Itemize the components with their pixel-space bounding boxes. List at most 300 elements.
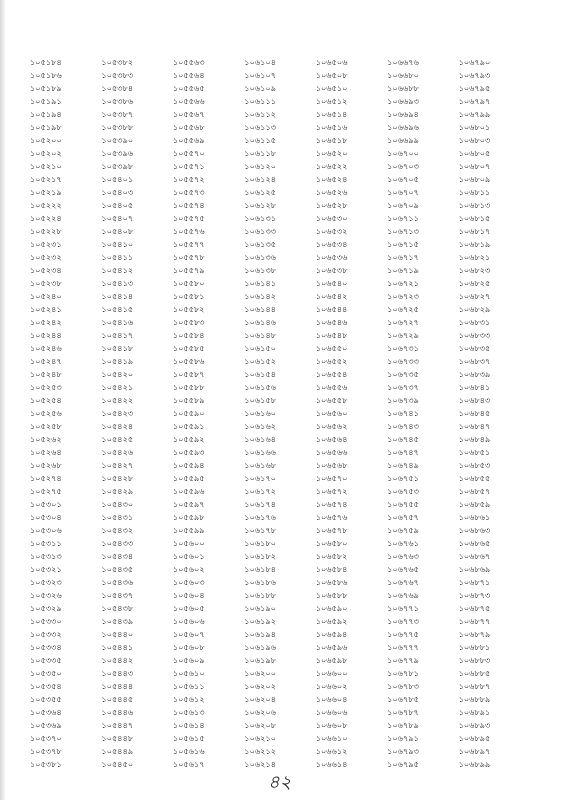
number-cell: ১০৬১০৪ [244,58,277,67]
number-cell: ১০৫৪২৫ [101,435,134,444]
number-cell: ১০৬১১১ [244,97,277,106]
number-cell: ১০৬৮২৯ [458,305,491,314]
number-cell: ১০৫৩৫৪ [30,682,62,691]
number-cell: ১০৬৭১৫ [387,240,419,249]
number-cell: ১০৫৬১৭ [172,760,205,769]
number-cell: ১০৬৮৮৭ [458,682,491,691]
number-cell: ১০৬৫৩২ [315,227,348,236]
number-cell: ১০৬২০২ [244,682,277,691]
number-cell: ১০৫২৪৮ [30,370,62,379]
number-cell: ১০৬১৬২ [244,422,277,431]
number-cell: ১০৫৬০৩ [172,578,205,587]
number-cell: ১০৬৫৮০ [315,539,348,548]
number-cell: ১০৬৭৩৫ [387,370,419,379]
number-cell: ১০৬৫২০ [315,149,348,158]
number-cell: ১০৫৫৭৮ [172,253,205,262]
number-cell: ১০৫১৮৬ [30,71,62,80]
number-cell: ১০৫৪১১ [101,253,134,262]
number-cell: ১০৬১৯৬ [244,643,277,652]
number-cell: ১০৫৪২৬ [101,448,134,457]
number-cell: ১০৫৩৮১ [30,760,62,769]
number-cell: ১০৬৫৪৪ [315,305,348,314]
page-number: ৪২ [268,772,292,793]
number-cell: ১০৬৬১৪ [315,760,348,769]
number-cell: ১০৬১০৭ [244,71,277,80]
number-cell: ১০৫২০০ [30,136,62,145]
number-cell: ১০৬৫৫৬ [315,383,348,392]
number-cell: ১০৬৮৯১ [458,708,491,717]
number-cell: ১০৬৭৬৭ [387,578,419,587]
number-cell: ১০৬৫৮৮ [315,591,348,600]
number-cell: ১০৫৫৭৬ [172,227,205,236]
number-cell: ১০৫৬০৪ [172,591,205,600]
number-cell: ১০৫৪১৩ [101,279,134,288]
number-cell: ১০৫৬০৬ [172,617,205,626]
number-cell: ১০৬৬৭৬ [387,58,419,67]
number-cell: ১০৫৩৭০ [30,734,62,743]
number-cell: ১০৫৩৮২ [101,58,134,67]
number-cell: ১০৫৪৪৮ [101,734,134,743]
number-cell: ১০৫৫৮৬ [172,357,205,366]
number-cell: ১০৫৪০৭ [101,214,134,223]
number-cell: ১০৫৪৩১ [101,513,134,522]
number-cell: ১০৬৮৭৯ [458,630,491,639]
number-cell: ১০৬১৬৬ [244,448,277,457]
number-cell: ১০৬৮৮১ [458,643,491,652]
number-cell: ১০৬৮১৭ [458,227,491,236]
number-cell: ১০৫২৫৮ [30,422,62,431]
number-cell: ১০৫৬০৭ [172,630,205,639]
number-cell: ১০৬৮৪৫ [458,409,491,418]
number-cell: ১০৬৮৪১ [458,383,491,392]
number-cell: ১০৫৪৩৫ [101,565,134,574]
number-cell: ১০৬৭০৩ [387,162,419,171]
number-cell: ১০৬১৪৮ [244,331,277,340]
number-cell: ১০৫৩৩৫ [30,656,62,665]
number-cell: ১০৬৮৯৭ [458,747,491,756]
number-cell: ১০৬৫০৬ [315,58,348,67]
number-cell: ১০৫৬১১ [172,682,205,691]
number-cell: ১০৬১৩৩ [244,227,277,236]
number-cell: ১০৫৩৩০ [30,617,62,626]
number-cell: ১০৬১৭৪ [244,500,277,509]
number-cell: ১০৬৬০৮ [315,721,348,730]
number-cell: ১০৬৮৮৯ [458,695,491,704]
number-cell: ১০৫৪৩২ [101,526,134,535]
number-cell: ১০৬৮০৫ [458,149,491,158]
number-cell: ১০৫৩০১ [30,500,62,509]
number-cell: ১০৬১১৩ [244,123,277,132]
number-cell: ১০৫৪২১ [101,383,134,392]
number-cell: ১০৬৮৩৩ [458,331,491,340]
number-cell: ১০৫২৩৮ [30,279,62,288]
number-cell: ১০৫৫৮৮ [172,383,205,392]
number-cell: ১০৬৮৬৩ [458,526,491,535]
number-cell: ১০৬৭৪৫ [387,435,419,444]
number-cell: ১০৬৮৮৩ [458,656,491,665]
number-cell: ১০৬৭৭৩ [387,617,419,626]
number-cell: ১০৬৭২৭ [387,318,419,327]
number-cell: ১০৬৮৭১ [458,578,491,587]
number-cell: ১০৫৪১০ [101,240,134,249]
number-cell: ১০৬৮২৭ [458,292,491,301]
number-cell: ১০৬৮১৩ [458,201,491,210]
number-cell: ১০৫৪০৫ [101,201,134,210]
number-cell: ১০৫৪২৪ [101,422,134,431]
number-cell: ১০৫৪৩৩ [101,539,134,548]
number-cell: ১০৬৮১১ [458,188,491,197]
number-cell: ১০৫৪৪০ [101,630,134,639]
number-cell: ১০৫৫৭৯ [172,266,205,275]
number-cell: ১০৬৭৮৭ [387,708,419,717]
number-cell: ১০৫৫৬৩ [172,58,205,67]
number-cell: ১০৬৭৫৭ [387,513,419,522]
number-cell: ১০৫৫৬৯ [172,136,205,145]
number-cell: ১০৫২২২ [30,201,62,210]
number-cell: ১০৬৮৫৩ [458,461,491,470]
number-cell: ১০৬৫৪৬ [315,318,348,327]
number-cell: ১০৬৮০৭ [458,162,491,171]
number-cell: ১০৬৫৯৬ [315,643,348,652]
number-cell: ১০৫৪১৪ [101,292,134,301]
number-cell: ১০৬১৫৬ [244,383,277,392]
number-cell: ১০৫৬১২ [172,695,205,704]
number-cell: ১০৬৭৯৫ [387,760,419,769]
number-cell: ১০৬২০৪ [244,695,277,704]
number-cell: ১০৫২৭৪ [30,474,62,483]
number-cell: ১০৬৫২২ [315,162,348,171]
number-cell: ১০৬১২০ [244,162,277,171]
number-cell: ১০৫৫৯৩ [172,448,205,457]
number-cell: ১০৬৭৯১ [387,734,419,743]
number-cell: ১০৬৮৭৫ [458,604,491,613]
number-cell: ১০৬৬১২ [315,747,348,756]
number-cell: ১০৬২১৪ [244,760,277,769]
number-cell: ১০৬৫৪০ [315,279,348,288]
number-cell: ১০৬১৪৬ [244,318,277,327]
number-cell: ১০৬১৫৪ [244,370,277,379]
number-cell: ১০৬৫৬২ [315,422,348,431]
number-cell: ১০৫৫৮৩ [172,318,205,327]
number-cell: ১০৬৫৭২ [315,487,348,496]
number-cell: ১০৬৫৮২ [315,552,348,561]
number-cell: ১০৫৩৫০ [30,669,62,678]
number-cell: ১০৫৪৩৭ [101,591,134,600]
number-cell: ১০৫৪০৮ [101,227,134,236]
number-cell: ১০৬৭৪৯ [387,461,419,470]
number-cell: ১০৫৩৯৬ [101,149,134,158]
number-cell: ১০৬৭৯৭ [458,97,491,106]
number-cell: ১০৬৫৫২ [315,357,348,366]
number-cell: ১০৬১৮০ [244,539,277,548]
number-cell: ১০৬৭৩৭ [387,383,419,392]
number-cell: ১০৬৭৯৫ [458,84,491,93]
number-cell: ১০৬৫২৬ [315,188,348,197]
number-cell: ১০৬৭৯৯ [458,110,491,119]
number-cell: ১০৬৫৬৮ [315,461,348,470]
number-cell: ১০৬৮৫১ [458,448,491,457]
number-cell: ১০৫৪২০ [101,370,134,379]
number-cell: ১০৬৫১৪ [315,110,348,119]
number-cell: ১০৫১৯৮ [30,123,62,132]
number-cell: ১০৫৩৮৪ [101,84,134,93]
number-cell: ১০৫৫৮৭ [172,370,205,379]
number-cell: ১০৬১৬৮ [244,461,277,470]
number-cell: ১০৬১২৮ [244,201,277,210]
number-cell: ১০৬৫৩৮ [315,266,348,275]
number-cell: ১০৫৩০৬ [30,526,62,535]
number-cell: ১০৬৫০৮ [315,71,348,80]
number-cell: ১০৬৭৬১ [387,539,419,548]
number-cell: ১০৬১৮৬ [244,578,277,587]
number-cell: ১০৬৫৯৮ [315,656,348,665]
number-cell: ১০৫৩৯০ [101,136,134,145]
number-cell: ১০৫৫৭৪ [172,201,205,210]
number-cell: ১০৬৭৭৭ [387,643,419,652]
number-cell: ১০৬৫৫৮ [315,396,348,405]
number-cell: ১০৬৭৮৫ [387,695,419,704]
scan-edge-shadow [0,0,6,800]
number-cell: ১০৫৫৮৯ [172,396,205,405]
number-cell: ১০৬৭০৯ [387,201,419,210]
number-cell: ১০৫৪৪৫ [101,695,134,704]
number-cell: ১০৬৮৬১ [458,513,491,522]
number-cell: ১০৬৮২৩ [458,266,491,275]
number-cell: ১০৬১৪১ [244,279,277,288]
number-cell: ১০৫৩৫৫ [30,695,62,704]
number-cell: ১০৫৫৮২ [172,305,205,314]
number-cell: ১০৫৪৪৩ [101,669,134,678]
number-cell: ১০৬৮৩৭ [458,357,491,366]
number-cell: ১০৫২৬৮ [30,461,62,470]
number-cell: ১০৫৫৯২ [172,435,205,444]
number-cell: ১০৫৪৪১ [101,643,134,652]
number-cell: ১০৫৫৯০ [172,409,205,418]
number-cell: ১০৫২৫৬ [30,409,62,418]
number-cell: ১০৬১৩৮ [244,266,277,275]
number-cell: ১০৫৫৯৭ [172,500,205,509]
number-cell: ১০৬৮১৫ [458,214,491,223]
number-cell: ১০৫৩২৬ [30,591,62,600]
number-cell: ১০৫১৯১ [30,97,62,106]
number-cell: ১০৫২৫৩ [30,383,62,392]
number-cell: ১০৬১৩৬ [244,253,277,262]
number-cell: ১০৫৫৬৬ [172,97,205,106]
number-cell: ১০৬৭১৩ [387,227,419,236]
number-cell: ১০৫২০২ [30,149,62,158]
number-cell: ১০৬৮৪৯ [458,435,491,444]
number-cell: ১০৬৫৬৪ [315,435,348,444]
number-cell: ১০৬৬০৪ [315,695,348,704]
number-cell: ১০৬৬০০ [315,669,348,678]
number-cell: ১০৫৫৯৬ [172,487,205,496]
number-cell: ১০৬৬৯৪ [387,110,419,119]
number-cell: ১০৫২৬৪ [30,448,62,457]
number-cell: ১০৬১৩১ [244,214,277,223]
number-cell: ১০৫৫৯৪ [172,461,205,470]
number-cell: ১০৬৭৫৩ [387,487,419,496]
number-cell: ১০৫৩০৪ [30,513,62,522]
number-cell: ১০৫২২৮ [30,227,62,236]
number-cell: ১০৬২১২ [244,747,277,756]
number-cell: ১০৬১৬৪ [244,435,277,444]
number-cell: ১০৬৭২৯ [387,331,419,340]
number-cell: ১০৬৫৭০ [315,474,348,483]
number-cell: ১০৬৫৭৪ [315,500,348,509]
number-cell: ১০৬৫২৮ [315,201,348,210]
number-cell: ১০৬৫১০ [315,84,348,93]
number-cell: ১০৫২৩১ [30,240,62,249]
number-cell: ১০৬৮১৯ [458,240,491,249]
number-cell: ১০৬১১২ [244,110,277,119]
number-cell: ১০৬৮২৫ [458,279,491,288]
number-cell: ১০৬১৯০ [244,604,277,613]
number-cell: ১০৫৫৯৫ [172,474,205,483]
number-cell: ১০৫৬১৪ [172,721,205,730]
number-cell: ১০৫৬০৮ [172,643,205,652]
number-cell: ১০৫৩৮৭ [101,110,134,119]
number-cell: ১০৬৭৪৩ [387,422,419,431]
number-cell: ১০৫৪১৬ [101,318,134,327]
number-cell: ১০৬৬১০ [315,734,348,743]
number-cell: ১০৫৫৮১ [172,292,205,301]
number-cell: ১০৬১৭২ [244,487,277,496]
number-cell: ১০৬৮৯৯ [458,760,491,769]
number-cell: ১০৫৩২৩ [30,578,62,587]
number-cell: ১০৬৮০১ [458,123,491,132]
number-cell: ১০৫৪২৭ [101,461,134,470]
number-cell: ১০৬৮০৯ [458,175,491,184]
number-cell: ১০৫৬০৫ [172,604,205,613]
number-cell: ১০৫৬১৫ [172,734,205,743]
number-cell: ১০৫৬০২ [172,565,205,574]
number-cell: ১০৫২৪০ [30,292,62,301]
number-cell: ১০৬৫১২ [315,97,348,106]
number-cell: ১০৫৪৩৬ [101,578,134,587]
number-cell: ১০৫৩৩২ [30,630,62,639]
number-cell: ১০৫৫৭৭ [172,240,205,249]
number-cell: ১০৫২৩৪ [30,266,62,275]
number-cell: ১০৫২৪২ [30,318,62,327]
number-cell: ১০৬৮৭৩ [458,591,491,600]
number-cell: ১০৫৬০১ [172,552,205,561]
number-cell: ১০৬৭৮৩ [387,682,419,691]
number-cell: ১০৬৫৮৪ [315,565,348,574]
number-cell: ১০৫৫৮০ [172,279,205,288]
number-cell: ১০৬৮৫৫ [458,474,491,483]
number-cell: ১০৬১৯৪ [244,630,277,639]
number-cell: ১০৬৬৮৮ [387,84,419,93]
number-cell: ১০৬৭৩৩ [387,357,419,366]
number-cell: ১০৬৫২৪ [315,175,348,184]
number-cell: ১০৬৫৭৬ [315,513,348,522]
number-cell: ১০৫৬০৯ [172,656,205,665]
number-cell: ১০৬৫৫০ [315,344,348,353]
number-cell: ১০৫৩১৩ [30,552,62,561]
number-cell: ১০৫৪৩৪ [101,552,134,561]
number-cell: ১০৬১৪২ [244,292,277,301]
number-cell: ১০৬৭৬৯ [387,591,419,600]
number-cell: ১০৬৫৪৮ [315,331,348,340]
number-cell: ১০৫৩৬৪ [30,708,62,717]
number-cell: ১০৬৭৭৯ [387,656,419,665]
number-cell: ১০৫২১৭ [30,175,62,184]
number-cell: ১০৫২৪৬ [30,344,62,353]
number-cell: ১০৬৫৮৬ [315,578,348,587]
number-cell: ১০৫৪১৭ [101,331,134,340]
number-cell: ১০৫৪১৫ [101,305,134,314]
number-cell: ১০৬৮৬৫ [458,539,491,548]
number-cell: ১০৬১২৪ [244,175,277,184]
number-cell: ১০৬৭৭১ [387,604,419,613]
number-cell: ১০৬৭২৫ [387,305,419,314]
number-cell: ১০৬৫১৮ [315,136,348,145]
number-cell: ১০৫৩৩৪ [30,643,62,652]
number-cell: ১০৬২০৬ [244,708,277,717]
number-cell: ১০৫৫৯১ [172,422,205,431]
number-cell: ১০৫৪০১ [101,175,134,184]
number-cell: ১০৫৪৪২ [101,656,134,665]
number-cell: ১০৬৫৩৪ [315,240,348,249]
number-cell: ১০৫২১৯ [30,188,62,197]
number-cell: ১০৫৪২৮ [101,474,134,483]
number-cell: ১০৫৪২৯ [101,487,134,496]
number-cell: ১০৫২২৪ [30,214,62,223]
number-cell: ১০৬১৫০ [244,344,277,353]
number-cell: ১০৬৮০৩ [458,136,491,145]
number-cell: ১০৫৪১৮ [101,344,134,353]
number-cell: ১০৬১৯৮ [244,656,277,665]
number-cell: ১০৬৭৯০ [458,58,491,67]
number-cell: ১০৬৭৫৯ [387,526,419,535]
number-cell: ১০৫৩৮৬ [101,97,134,106]
number-cell: ১০৫৪২৩ [101,409,134,418]
number-cell: ১০৬৮৫৭ [458,487,491,496]
number-cell: ১০৫২৬২ [30,435,62,444]
number-cell: ১০৬৭৭৫ [387,630,419,639]
number-cell: ১০৫২৭৫ [30,487,62,496]
number-cell: ১০৫৪৪৭ [101,721,134,730]
number-cell: ১০৬৮৬৭ [458,552,491,561]
number-cell: ১০৫২৫৪ [30,396,62,405]
number-cell: ১০৬৭২৩ [387,292,419,301]
number-cell: ১০৫৬১৩ [172,708,205,717]
number-cell: ১০৬৭৫১ [387,474,419,483]
number-cell: ১০৫২৪১ [30,305,62,314]
number-cell: ১০৬৫৩০ [315,214,348,223]
number-cell: ১০৬১৮৪ [244,565,277,574]
number-cell: ১০৫৪৪৪ [101,682,134,691]
number-cell: ১০৫৩২১ [30,565,62,574]
number-cell: ১০৬৭৮১ [387,669,419,678]
number-cell: ১০৫৪৪৯ [101,747,134,756]
number-cell: ১০৬৫৭৮ [315,526,348,535]
number-cell: ১০৬১১৫ [244,136,277,145]
number-cell: ১০৫২৩২ [30,253,62,262]
number-cell: ১০৬৭৩৯ [387,396,419,405]
number-cell: ১০৫৪১২ [101,266,134,275]
number-cell: ১০৫৪৩৯ [101,617,134,626]
number-cell: ১০৫৫৮৪ [172,331,205,340]
number-cell: ১০৫৫৬৫ [172,84,205,93]
number-cell: ১০৬১১৮ [244,149,277,158]
number-cell: ১০৫৩৭৮ [30,747,62,756]
number-cell: ১০৫৫৭১ [172,162,205,171]
number-cell: ১০৫১৮৪ [30,58,62,67]
number-cell: ১০৫৫৬৭ [172,110,205,119]
number-cell: ১০৬১৯২ [244,617,277,626]
number-cell: ১০৫৫৭০ [172,149,205,158]
